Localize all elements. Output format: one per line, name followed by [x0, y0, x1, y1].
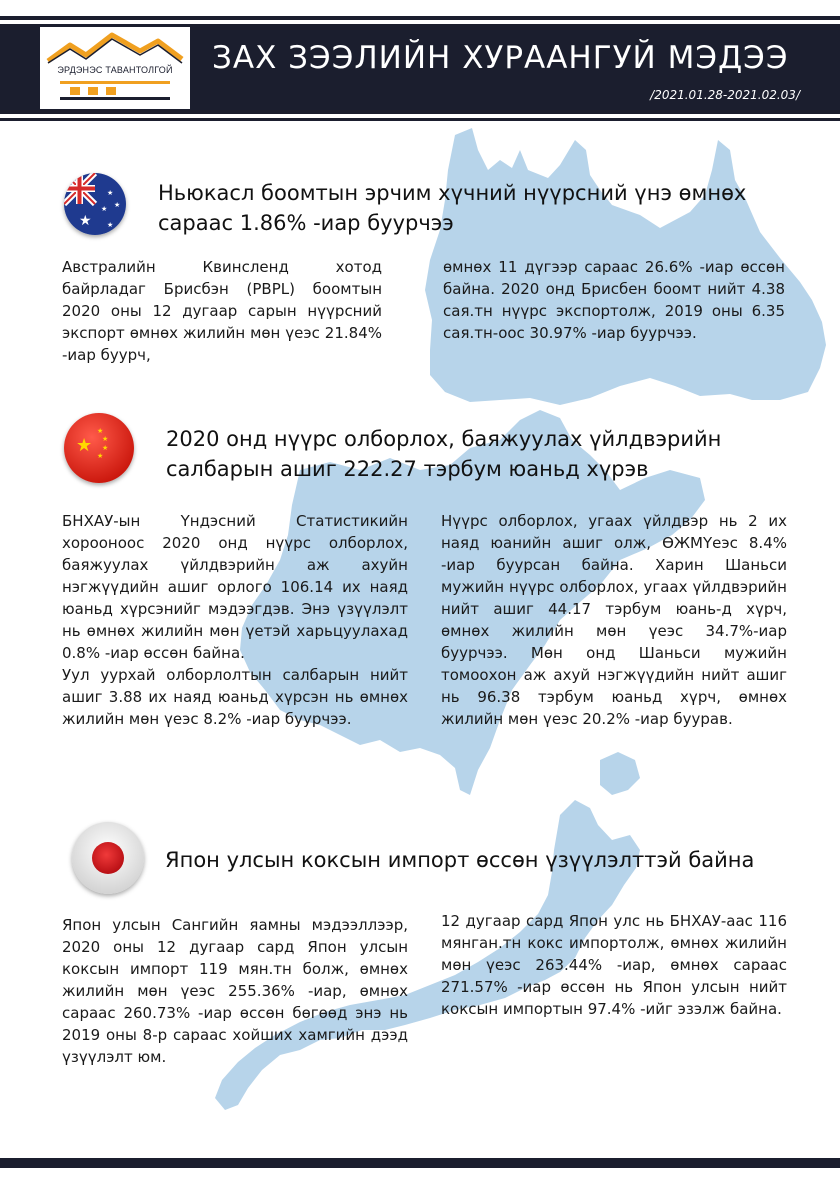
australia-right-paragraph: өмнөх 11 дүгээр сараас 26.6% -иар өссөн байна. 2020 онд Брисбен боомт нийт 4.38 сая.тн нүүрс экспортолж, 2019 оны 6.35 сая.тн-оос 30.97% -иар буурчээ. [443, 258, 785, 342]
headline-japan: Япон улсын коксын импорт өссөн үзүүлэлттэй байна [165, 848, 755, 872]
japan-hokkaido-silhouette [600, 752, 640, 795]
page-title: ЗАХ ЗЭЭЛИЙН ХУРААНГУЙ МЭДЭЭ [212, 40, 789, 76]
svg-text:★: ★ [107, 221, 114, 229]
headline-australia: Ньюкасл боомтын эрчим хүчний нүүрсний үнэ өмнөх сараас 1.86% -иар буурчээ [158, 181, 747, 235]
australia-flag-icon [64, 173, 126, 235]
footer-bar [0, 1158, 840, 1168]
svg-text:★: ★ [107, 189, 114, 197]
svg-text:★: ★ [102, 444, 109, 452]
china-left-column [62, 510, 408, 730]
header-bottom-rule [0, 118, 840, 121]
china-left-paragraph-1: БНХАУ-ын Үндэсний Статистикийн хорооноос 2020 онд нүүрс олборлох, баяжуулах үйлдвэрийн аж ахуйн нэгжүүдийн ашиг орлого 106.14 их наяд юаньд хүрсэнийг мэдээгдэв. Энэ үзүүлэлт нь өмнөх жилийн мөн үетэй харьцуулахад 0.8% -иар өссөн байна. [62, 512, 408, 662]
svg-text:★: ★ [79, 213, 92, 229]
australia-right-column [443, 256, 785, 344]
china-left-paragraph-2: Уул уурхай олборлолтын салбарын нийт ашиг 3.88 их наяд юаньд хүрсэн нь өмнөх жилийн мөн үеэс 8.2% -иар буурчээ. [62, 666, 408, 728]
japan-flag-icon [72, 822, 144, 894]
headline-china: 2020 онд нүүрс олборлох, баяжуулах үйлдвэрийн салбарын ашиг 222.27 тэрбум юаньд хүрэв [166, 427, 722, 481]
japan-right-paragraph: 12 дугаар сард Япон улс нь БНХАУ-аас 116 мянган.тн кокс импортолж, өмнөх жилийн мөн үеэс 263.44% -иар, өмнөх сараас 271.57% -иар өссөн нь Япон улсын нийт коксын импортын 97.4% -ийг эзэлж байна. [441, 912, 787, 1018]
china-right-column [441, 510, 787, 730]
logo-text: ЭРДЭНЭС ТАВАНТОЛГОЙ [57, 65, 173, 75]
header-top-rule [0, 16, 840, 20]
australia-left-paragraph: Австралийн Квинсленд хотод байрладаг Брисбэн (PBPL) боомтын 2020 оны 12 дугаар сарын нүүрсний экспорт өмнөх жилийн мөн үеэс 21.84% -иар буурч, [62, 258, 382, 364]
svg-text:★: ★ [97, 452, 104, 460]
svg-text:★: ★ [76, 435, 93, 456]
australia-left-column [62, 256, 382, 366]
company-logo [40, 27, 190, 109]
japan-right-column [441, 910, 787, 1020]
svg-text:★: ★ [102, 435, 109, 443]
japan-left-column [62, 914, 408, 1068]
date-range: /2021.01.28-2021.02.03/ [650, 88, 800, 102]
china-right-paragraph: Нүүрс олборлох, угаах үйлдвэр нь 2 их наяд юанийн ашиг олж, ӨЖМҮеэс 8.4% -иар буурсан байна. Харин Шаньси мужийн нүүрс олборлох, угаах үйлдвэрийн нийт ашиг 44.17 тэрбум юань-д хүрч, өмнөх жилийн мөн үеэс 34.7%-иар буурчээ. Мөн онд Шаньси мужийн томоохон аж ахуй нэгжүүдийн нийт ашиг нь 96.38 тэрбум юаньд хүрч, өмнөх жилийн мөн үеэс 20.2% -иар буурав. [441, 512, 787, 728]
svg-text:★: ★ [101, 205, 108, 213]
china-flag-icon [64, 413, 134, 483]
svg-text:★: ★ [114, 201, 121, 209]
japan-left-paragraph: Япон улсын Сангийн яамны мэдээллээр, 2020 оны 12 дугаар сард Япон улсын коксын импорт 119 мян.тн болж, өмнөх жилийн мөн үеэс 255.36% -иар, өмнөх сараас 260.73% -иар өссөн бөгөөд энэ нь 2019 оны 8-р сараас хойших хамгийн дээд үзүүлэлт юм. [62, 916, 408, 1066]
svg-text:★: ★ [97, 427, 104, 435]
